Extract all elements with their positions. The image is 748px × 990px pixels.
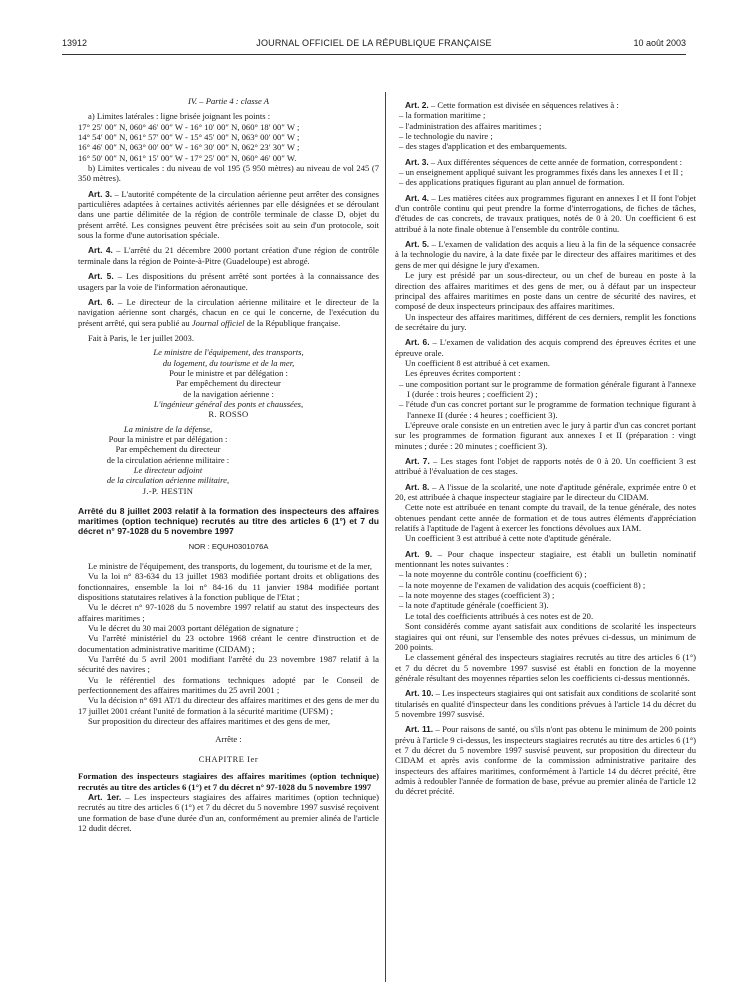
- article-text: de la République française.: [244, 317, 341, 328]
- article-7: [395, 456, 696, 477]
- vertical-limits: b) Limites verticales : du niveau de vol 195 (5 950 mètres) au niveau de vol 245 (7 350 mètres).: [78, 163, 379, 184]
- preamble-line: Sur proposition du directeur des affaires maritimes et des gens de mer,: [88, 716, 330, 727]
- signature-line: de la circulation aérienne militaire,: [106, 475, 230, 486]
- article-label: Art. 7.: [405, 456, 430, 466]
- list-item: – un enseignement appliqué suivant les programmes fixés dans les annexes I et II ;: [399, 167, 683, 178]
- article-label: Art. 11.: [405, 724, 434, 735]
- list-item: – des stages d'application et des embarquements.: [399, 141, 567, 152]
- article-label: Art. 5.: [405, 239, 430, 250]
- article-text: – Pour chaque inspecteur stagiaire, est établi un bulletin nominatif mentionnant les notes suivantes :: [395, 548, 696, 570]
- decree-title: Arrêté du 8 juillet 2003 relatif à la formation des inspecteurs des affaires maritimes (option technique) recrutés au titre des articles 6 (1°) et 7 du décret n° 97-1028 du 5 novembre 1997: [78, 506, 379, 537]
- article-text: – L'examen de validation des acquis comprend des épreuves écrites et une épreuve orale.: [395, 337, 696, 358]
- article-label: Art. 3.: [88, 188, 113, 199]
- signature-line: Pour la ministre et par délégation :: [108, 433, 228, 444]
- article-6: [395, 337, 696, 358]
- article-text: – Pour raisons de santé, ou s'ils n'ont pas obtenu le minimum de 200 points prévu à l'article 9 ci-dessus, les inspecteurs stagiaires recrutés au titre des articles 6 (1°) et 7 du décret du 5 novembre 1997 susvisé peuvent, sur proposition du directeur du CIDAM et après avis conforme de la commission administrative paritaire des inspecteurs des affaires maritimes, conformément à l'article 14 du décret précité, être admis à redoubler l'année de formation de base, prévue au premier alinéa de l'article 12 du décret précité.: [395, 724, 696, 797]
- list-item: – la note moyenne du contrôle continu (coefficient 6) ;: [399, 569, 587, 580]
- article-5: [395, 239, 696, 270]
- preamble-line: Vu la décision n° 691 AT/1 du directeur des affaires maritimes et des gens de mer du 17 juillet 2001 créant l'unité de formation à la sécurité maritime (UFSM) ;: [78, 695, 379, 716]
- signature-line: du logement, du tourisme et de la mer,: [162, 357, 295, 368]
- article-label: Art. 4.: [405, 192, 429, 203]
- lateral-limits-intro: a) Limites latérales : ligne brisée joignant les points :: [88, 111, 271, 122]
- article-4: [395, 193, 696, 234]
- signature-line: La ministre de la défense,: [123, 423, 213, 434]
- coordinate-line: 16° 50′ 00″ N, 061° 15′ 00″ W - 17° 25′ 00″ N, 060° 46′ 00″ W.: [78, 152, 297, 163]
- signature-block-1: [78, 347, 379, 419]
- paragraph: L'épreuve orale consiste en un entretien avec le jury à partir d'un cas concret portant sur les programmes de formation figurant aux annexes I et II (préparation : vingt minutes ; durée : 20 minutes ; coefficient 3).: [395, 419, 696, 451]
- paragraph: Le classement général des inspecteurs stagiaires recrutés au titre des articles 6 (1°) et 7 du décret du 5 novembre 1997 susvisé est établi en fonction de la moyenne générale résultant des moyennes réparties selon les coefficients ci-dessus mentionnés.: [395, 652, 696, 683]
- preamble-line: Vu le décret n° 97-1028 du 5 novembre 1997 relatif au statut des inspecteurs des affaires maritimes ;: [78, 602, 379, 623]
- article-label: Art. 9.: [405, 548, 433, 559]
- signature-line: L'ingénieur général des ponts et chaussées,: [153, 398, 304, 409]
- signature-block-2: [78, 424, 258, 496]
- article-8: [395, 482, 696, 503]
- arrete-heading: Arrête :: [215, 734, 242, 745]
- paragraph: Cette note est attribuée en tenant compte du travail, de la tenue générale, des notes obtenues pendant cette année de formation et de tous autres éléments d'appréciation relatifs à l'aptitude de l'agent à exercer les fonctions dévolues aux IAM.: [395, 502, 696, 534]
- article-3: [78, 189, 379, 241]
- header-rule: [62, 54, 686, 55]
- signature-line: de la circulation aérienne militaire :: [106, 454, 230, 465]
- section-heading: IV. – Partie 4 : classe A: [187, 96, 270, 106]
- issue-date: 10 août 2003: [633, 38, 686, 48]
- preamble-line: Vu la loi n° 83-634 du 13 juillet 1983 modifiée portant droits et obligations des fonctionnaires, ensemble la loi n° 84-16 du 11 janvier 1984 modifiée portant dispositions statutaires relatives à la fonction publique de l'Etat ;: [78, 571, 379, 603]
- journal-title: JOURNAL OFFICIEL DE LA RÉPUBLIQUE FRANÇAISE: [256, 38, 492, 48]
- article-label: Art. 3.: [405, 156, 429, 167]
- paragraph: Sont considérés comme ayant satisfait aux conditions de scolarité les inspecteurs stagiaires qui ont réuni, sur l'ensemble des notes prévues ci-dessus, un minimum de 200 points.: [395, 621, 696, 652]
- preamble-line: Vu le décret du 30 mai 2003 portant délégation de signature ;: [88, 623, 299, 634]
- article-text: – Les dispositions du présent arrêté sont portées à la connaissance des usagers par la voie de l'information aéronautique.: [78, 271, 379, 292]
- chapter-heading: CHAPITRE Ier: [198, 754, 259, 764]
- signature-line: Par empêchement du directeur: [176, 378, 281, 389]
- signatory-name: R. ROSSO: [208, 409, 249, 420]
- article-label: Art. 1er.: [88, 791, 122, 802]
- article-10: [395, 688, 696, 719]
- article-text: – Cette formation est divisée en séquences relatives à :: [428, 100, 619, 110]
- article-text: – L'examen de validation des acquis a lieu à la fin de la séquence consacrée à la technologie du navire, à la date fixée par le directeur des affaires maritimes et des gens de mer qui désigne le jury d'examen.: [395, 239, 696, 270]
- article-9: [395, 549, 696, 570]
- left-column: [78, 96, 379, 833]
- preamble-line: Vu l'arrêté ministériel du 23 octobre 1968 créant le centre d'instruction et de documentation administrative maritime (CIDAM) ;: [78, 633, 379, 654]
- coordinate-line: 17° 25′ 00″ N, 060° 46′ 00″ W - 16° 10′ 00″ N, 060° 18′ 00″ W ;: [78, 121, 300, 132]
- signature-line: Pour le ministre et par délégation :: [169, 367, 288, 378]
- list-item: – la formation maritime ;: [399, 110, 486, 121]
- article-label: Art. 4.: [88, 245, 113, 256]
- list-item: – une composition portant sur le programme de formation générale figurant à l'annexe I (durée : trois heures ; coefficient 2) ;: [399, 378, 696, 399]
- signature-line: de la navigation aérienne :: [183, 388, 274, 399]
- article-text: – A l'issue de la scolarité, une note d'aptitude générale, exprimée entre 0 et 20, est attribuée à chaque inspecteur stagiaire par le directeur du CIDAM.: [395, 481, 696, 503]
- article-label: Art. 2.: [405, 100, 429, 110]
- preamble-line: Vu le référentiel des formations techniques adopté par le Conseil de perfectionnement des affaires maritimes du 25 avril 2001 ;: [78, 674, 379, 696]
- signature-line: Le ministre de l'équipement, des transports,: [153, 347, 304, 358]
- journal-reference: Journal officiel: [191, 317, 245, 328]
- done-at: Fait à Paris, le 1er juillet 2003.: [88, 332, 194, 343]
- preamble-line: Le ministre de l'équipement, des transports, du logement, du tourisme et de la mer,: [88, 560, 373, 571]
- nor-reference: NOR : EQUH0301076A: [188, 541, 269, 551]
- article-text: – Le directeur de la circulation aérienne militaire et le directeur de la navigation aérienne sont chargés, chacun en ce qui le concerne, de l'exécution du présent arrêté, qui sera publié au: [78, 296, 379, 328]
- signatory-name: J.-P. HESTIN: [142, 485, 194, 496]
- article-text: – Les inspecteurs stagiaires des affaires maritimes (option technique) recrutés au titre des articles 6 (1°) et 7 du décret du 5 novembre 1997 susvisé reçoivent une formation de base d'une durée d'un an, conformément au premier alinéa de l'article 12 dudit décret.: [78, 791, 379, 833]
- column-divider: [385, 92, 386, 982]
- article-label: Art. 8.: [405, 481, 430, 492]
- coordinate-line: 16° 46′ 00″ N, 063° 00′ 00″ W - 16° 30′ 00″ N, 062° 23′ 30″ W ;: [78, 142, 300, 153]
- article-label: Art. 5.: [88, 271, 114, 282]
- list-item: – l'étude d'un cas concret portant sur le programme de formation technique figurant à l'annexe II (durée : 4 heures ; coefficient 3).: [399, 399, 696, 420]
- list-item: – la note moyenne des stages (coefficient 3) ;: [399, 590, 555, 601]
- list-item: – l'administration des affaires maritimes ;: [399, 120, 542, 131]
- paragraph: Un inspecteur des affaires maritimes, différent de ces derniers, remplit les fonctions de secrétaire du jury.: [395, 311, 696, 332]
- page-number: 13912: [62, 38, 88, 48]
- article-text: – Les matières citées aux programmes figurant en annexes I et II font l'objet d'un contrôle continu qui peut prendre la forme d'interrogations, de fiches de tâches, d'études de cas concrets, de travaux pratiques, notés de 0 à 20. Un coefficient 6 est attribué à la note finale obtenue à l'ensemble du contrôle continu.: [395, 192, 696, 234]
- list-item: – la note d'aptitude générale (coefficient 3).: [399, 600, 549, 611]
- page-header: [62, 38, 686, 50]
- list-item: – le technologie du navire ;: [399, 131, 493, 142]
- article-label: Art. 6.: [405, 337, 430, 348]
- article-2: [395, 100, 696, 110]
- paragraph: Le total des coefficients attribués à ces notes est de 20.: [405, 610, 594, 621]
- list-item: – la note moyenne de l'examen de validation des acquis (coefficient 8) ;: [399, 579, 646, 590]
- paragraph: Un coefficient 3 est attribué à cette note d'aptitude générale.: [405, 533, 612, 544]
- signature-line: Le directeur adjoint: [133, 465, 203, 475]
- article-4: [78, 245, 379, 266]
- chapter-title: Formation des inspecteurs stagiaires des affaires maritimes (option technique) recrutés au titre des articles 6 (1°) et 7 du décret n° 97-1028 du 5 novembre 1997: [78, 771, 379, 792]
- right-column: [395, 100, 696, 797]
- coordinate-line: 14° 54′ 00″ N, 061° 57′ 00″ W - 15° 45′ 00″ N, 063° 00′ 00″ W ;: [78, 132, 300, 143]
- article-3: [395, 157, 696, 167]
- article-text: – L'autorité compétente de la circulation aérienne peut arrêter des consignes particulières adaptées à certaines activités aériennes par elle désignées et se déroulant dans une partie délimitée de la région de contrôle terminale de classe D, objet du présent arrêté. Les consignes peuvent être précisées soit au sein d'un protocole, soit sous la forme d'une autorisation spéciale.: [78, 188, 379, 241]
- paragraph: Les épreuves écrites comportent :: [405, 368, 521, 379]
- article-text: – Les stages font l'objet de rapports notés de 0 à 20. Un coefficient 3 est attribué à l'évaluation de ces stages.: [395, 456, 696, 477]
- list-item: – des applications pratiques figurant au plan annuel de formation.: [399, 177, 625, 188]
- paragraph: Un coefficient 8 est attribué à cet examen.: [405, 357, 550, 368]
- article-6: [78, 297, 379, 328]
- article-text: – Les inspecteurs stagiaires qui ont satisfait aux conditions de scolarité sont titularisés en qualité d'inspecteur dans les conditions prévues à l'article 14 du décret du 5 novembre 1997 susvisé.: [395, 688, 696, 719]
- article-label: Art. 6.: [88, 296, 114, 307]
- preamble-line: Vu l'arrêté du 5 avril 2001 modifiant l'arrêté du 23 novembre 1987 relatif à la sécurité des navires ;: [78, 654, 379, 675]
- article-text: – Aux différentes séquences de cette année de formation, correspondent :: [428, 156, 683, 167]
- signature-line: Par empêchement du directeur: [115, 444, 221, 455]
- paragraph: Le jury est présidé par un sous-directeur, ou un chef de bureau en poste à la direction des affaires maritimes et des gens de mer, ou à défaut par un inspecteur principal des affaires maritimes en poste dans un centre de sécurité des navires, et composé de deux inspecteurs principaux des affaires maritimes.: [395, 270, 696, 312]
- article-text: – L'arrêté du 21 décembre 2000 portant création d'une région de contrôle terminale dans la région de Pointe-à-Pitre (Guadeloupe) est abrogé.: [78, 245, 379, 266]
- article-label: Art. 10.: [405, 688, 434, 699]
- article-11: [395, 724, 696, 796]
- article-5: [78, 271, 379, 292]
- article-1: [78, 792, 379, 833]
